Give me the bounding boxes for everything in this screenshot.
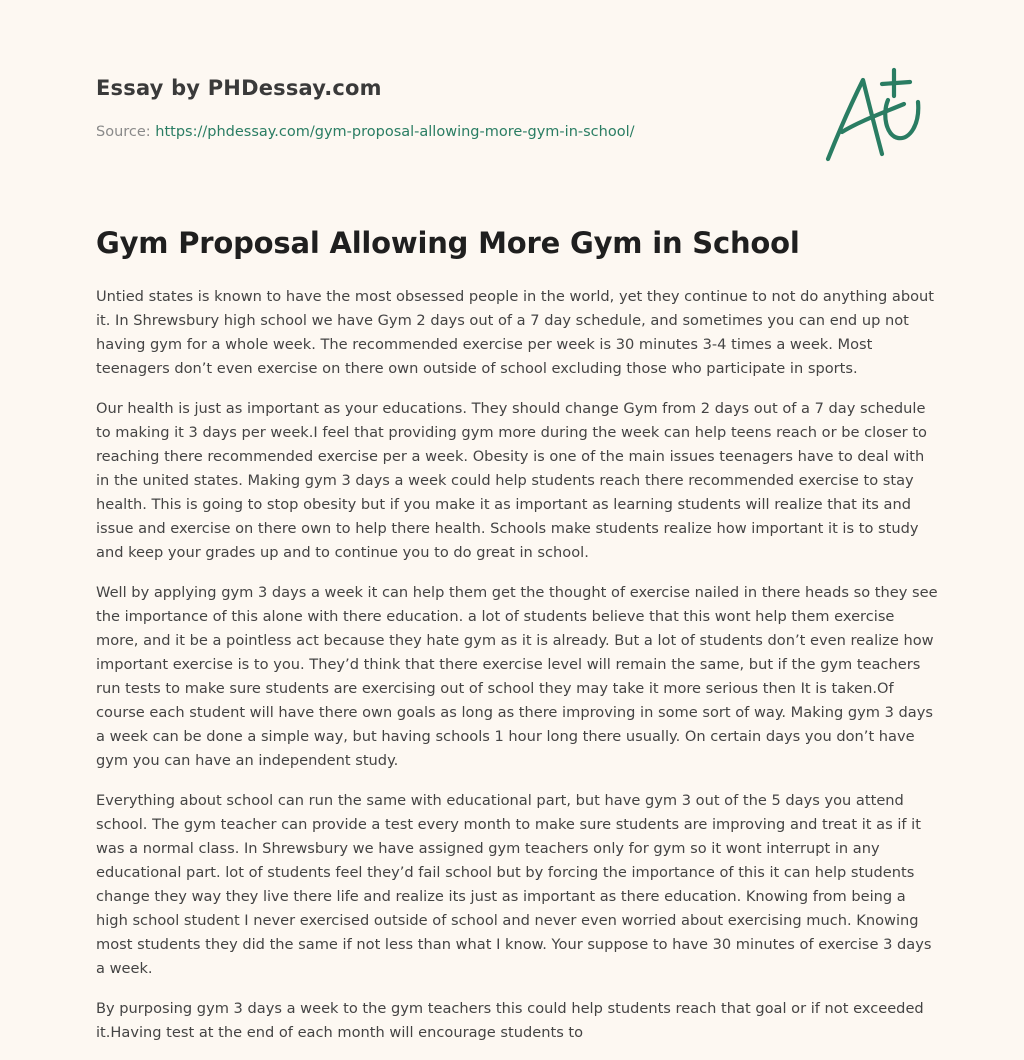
essay-paragraph: Well by applying gym 3 days a week it can help them get the thought of exercise nailed in there heads so they see the importance of this alone with there education. a lot of students believe that this wont help them exercise more, and it be a pointless act because they hate gym as it is already. But a lot of students don’t even realize how important exercise is to you. They’d think that there exercise level will remain the same, but if the gym teachers run tests to make sure students are exercising out of school they may take it more serious then It is taken.Of course each student will have there own goals as long as there improving in some sort of way. Making gym 3 days a week can be done a simple way, but having schools 1 hour long there usually. On certain days you don’t have gym you can have an independent study. [96, 584, 938, 769]
essay-paragraph: Untied states is known to have the most obsessed people in the world, yet they continue to not do anything about it. In Shrewsbury high school we have Gym 2 days out of a 7 day schedule, and sometimes you can end up not having gym for a whole week. The recommended exercise per week is 30 minutes 3-4 times a week. Most teenagers don’t even exercise on there own outside of school excluding those who participate in sports. [96, 288, 935, 377]
source-line [96, 124, 634, 140]
site-title: Essay by PHDessay.com [96, 76, 382, 100]
source-link[interactable]: https://phdessay.com/gym-proposal-allowing-more-gym-in-school/ [155, 124, 635, 140]
source-label: Source: [96, 124, 151, 140]
essay-paragraph: Everything about school can run the same with educational part, but have gym 3 out of the 5 days you attend school. The gym teacher can provide a test every month to make sure students are improving and treat it as if it was a normal class. In Shrewsbury we have assigned gym teachers only for gym so it wont interrupt in any educational part. lot of students feel they’d fail school but by forcing the importance of this it can help students change they way they live there life and realize its just as important as there education. Knowing from being a high school student I never exercised outside of school and never even worried about exercising much. Knowing most students they did the same if not less than what I know. Your suppose to have 30 minutes of exercise 3 days a week. [96, 792, 932, 977]
essay-body [96, 285, 938, 1060]
essay-title: Gym Proposal Allowing More Gym in School [96, 226, 800, 260]
essay-paragraph: By purposing gym 3 days a week to the gym teachers this could help students reach that goal or if not exceeded it.Having test at the end of each month will encourage students to [96, 1000, 924, 1041]
essay-paragraph: Our health is just as important as your educations. They should change Gym from 2 days out of a 7 day schedule to making it 3 days per week.I feel that providing gym more during the week can help teens reach or be closer to reaching there recommended exercise per a week. Obesity is one of the main issues teenagers have to deal with in the united states. Making gym 3 days a week could help students reach there recommended exercise to stay health. This is going to stop obesity but if you make it as important as learning students will realize that its and issue and exercise on there own to help there health. Schools make students realize how important it is to study and keep your grades up and to continue you to do great in school. [96, 400, 927, 561]
a-plus-grade-icon [818, 66, 928, 166]
